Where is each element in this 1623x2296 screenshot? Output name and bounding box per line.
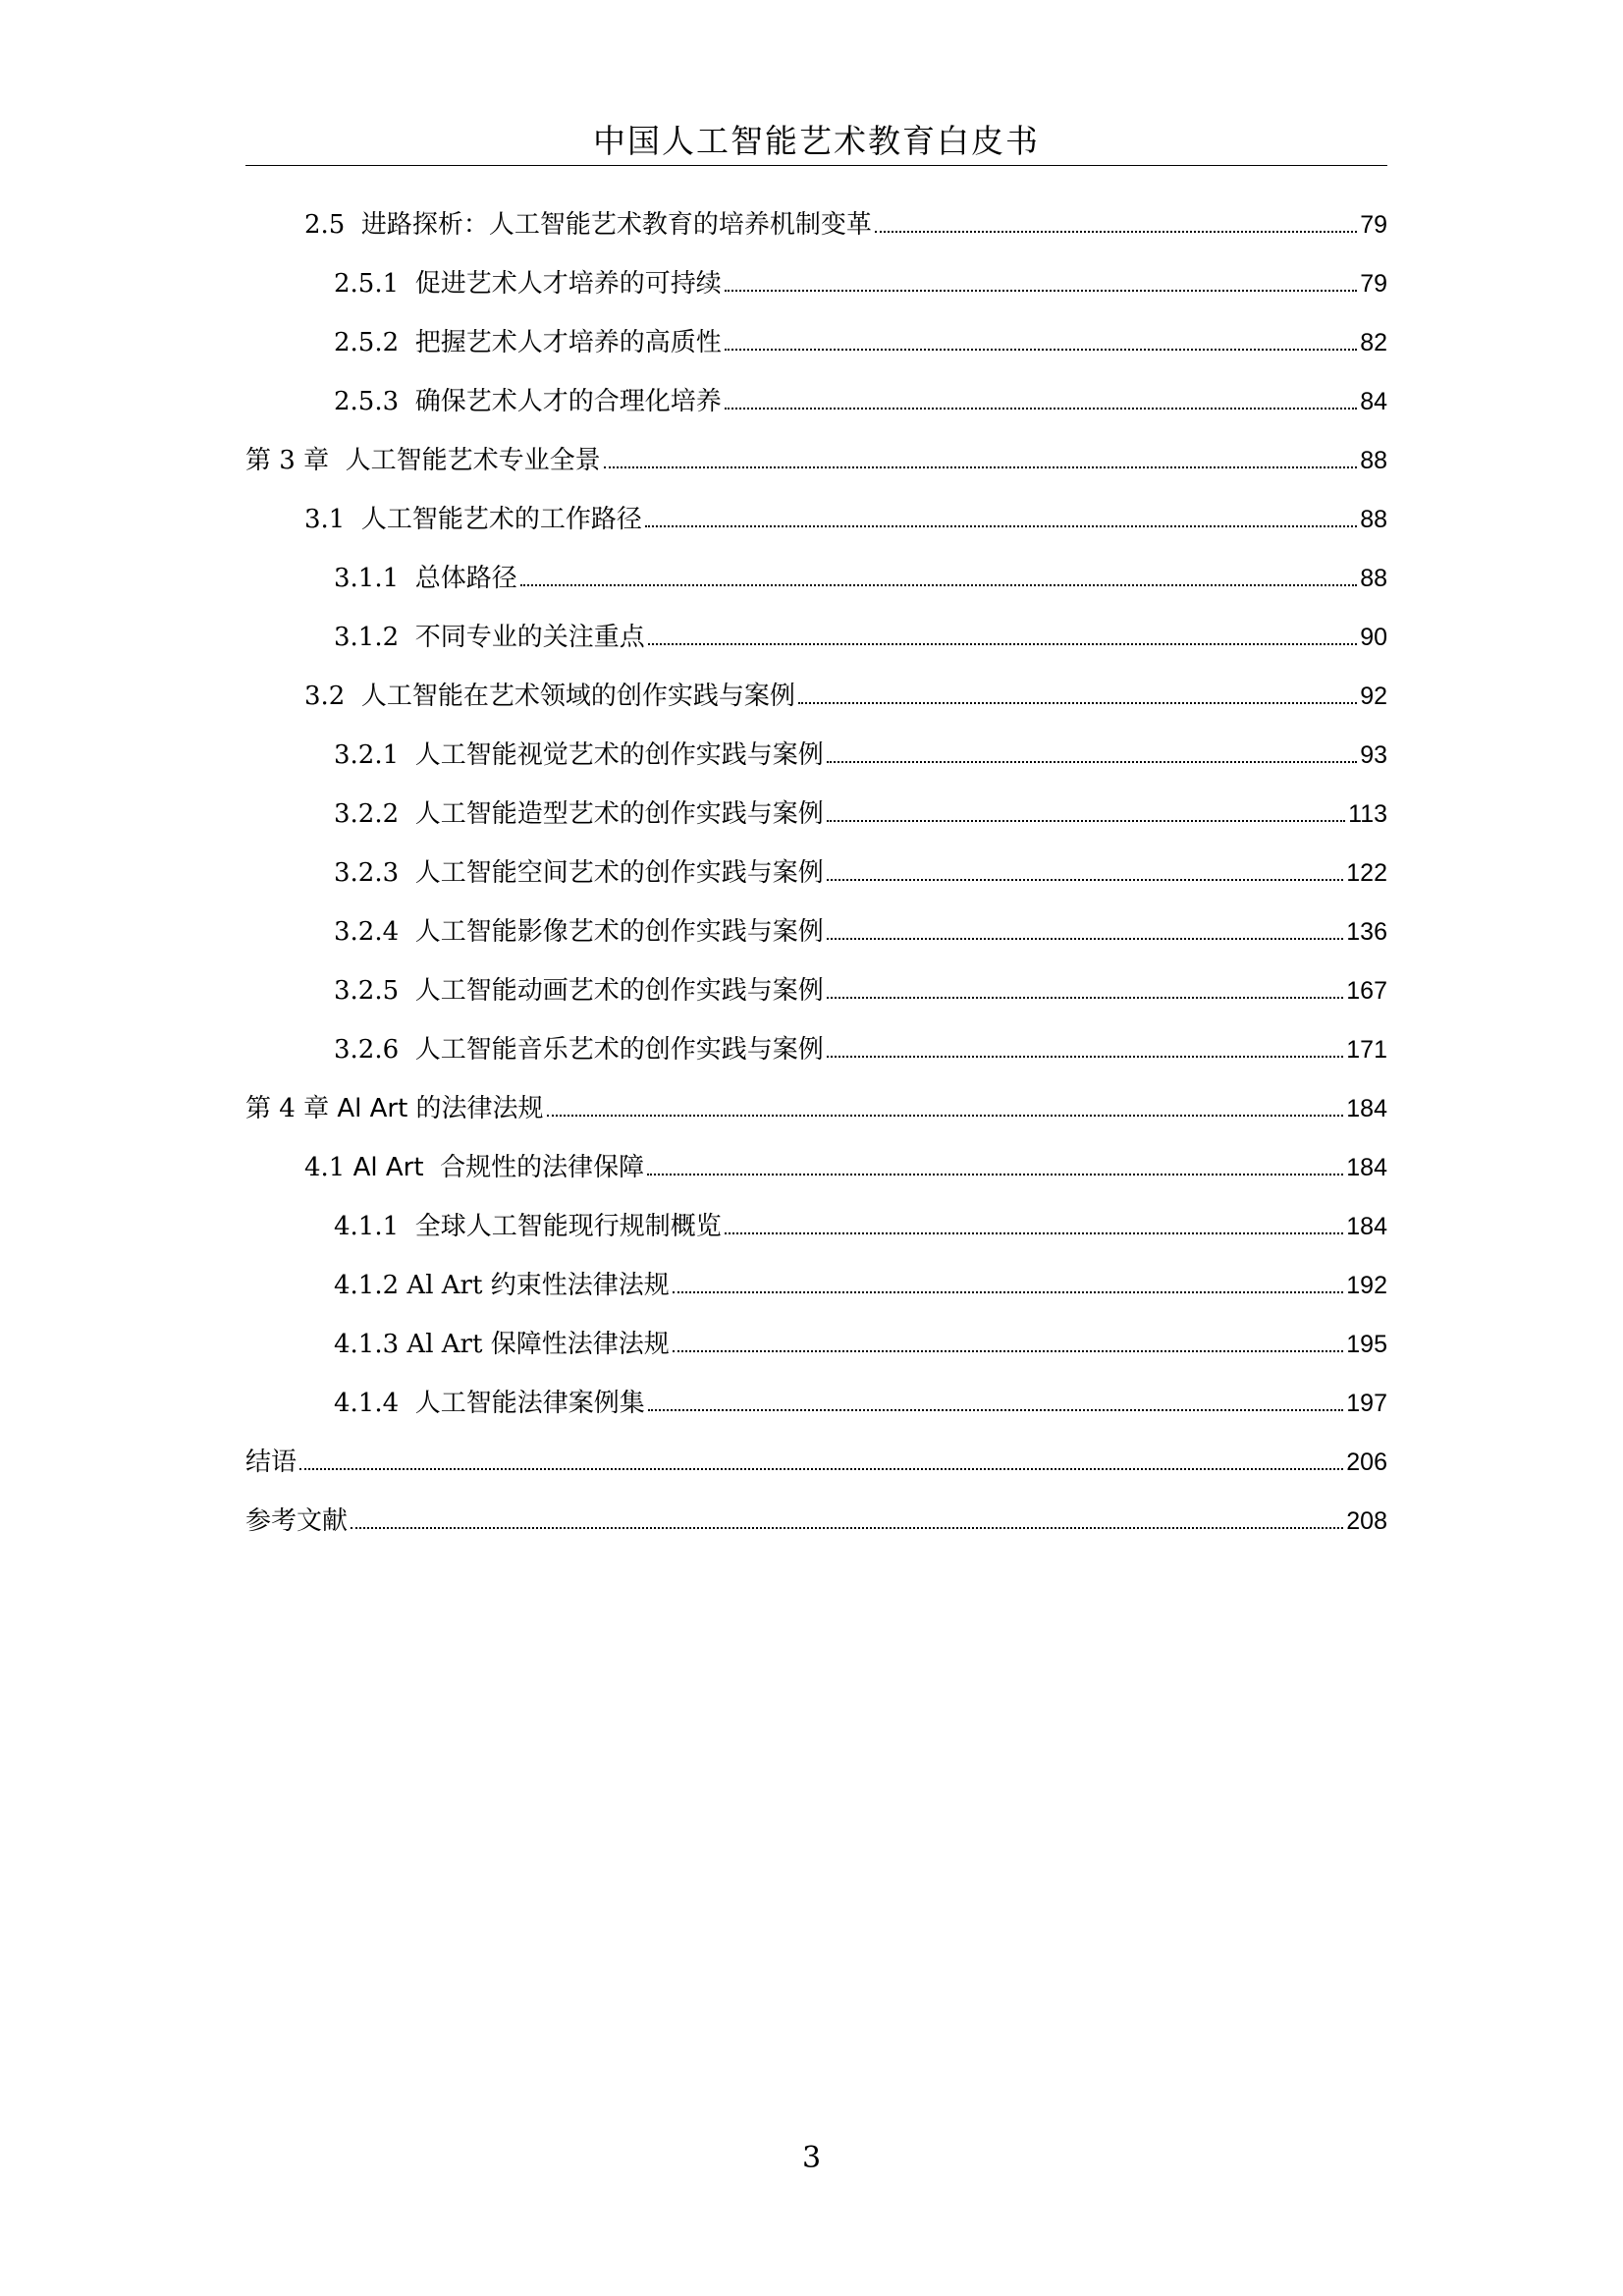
toc-dot-leader	[648, 643, 1357, 645]
toc-entry-number: 3.1.2	[334, 623, 415, 652]
toc-entry[interactable]	[245, 674, 1387, 713]
toc-entry-title: 全球人工智能现行规制概览	[414, 1212, 722, 1241]
toc-entry[interactable]	[245, 1263, 1387, 1302]
toc-entry-page: 208	[1346, 1507, 1387, 1535]
toc-entry-page: 122	[1346, 859, 1387, 887]
toc-entry-page: 84	[1360, 388, 1387, 415]
toc-entry[interactable]	[245, 1440, 1387, 1479]
toc-entry[interactable]	[245, 1086, 1387, 1125]
toc-dot-leader	[827, 1056, 1344, 1058]
toc-dot-leader	[547, 1115, 1344, 1117]
toc-dot-leader	[827, 938, 1344, 940]
header-rule	[245, 165, 1387, 166]
toc-entry-number: 第 4 章	[245, 1094, 338, 1123]
toc-entry[interactable]	[245, 261, 1387, 301]
toc-entry[interactable]	[245, 615, 1387, 654]
toc-entry-title: Al Art 保障性法律法规	[406, 1330, 670, 1359]
toc-entry-title: 人工智能法律案例集	[414, 1389, 645, 1418]
toc-dot-leader	[647, 1174, 1343, 1175]
toc-dot-leader	[299, 1468, 1343, 1470]
toc-entry-title: 人工智能视觉艺术的创作实践与案例	[414, 740, 824, 770]
toc-entry[interactable]	[245, 733, 1387, 772]
toc-entry-number: 2.5	[304, 210, 361, 240]
toc-entry-page: 206	[1346, 1449, 1387, 1476]
toc-dot-leader	[875, 231, 1357, 233]
toc-entry-title: 促进艺术人才培养的可持续	[414, 269, 722, 299]
toc-entry-page: 197	[1346, 1390, 1387, 1417]
toc-entry-title: 人工智能影像艺术的创作实践与案例	[414, 917, 824, 947]
toc-entry-number: 第 3 章	[245, 446, 346, 475]
toc-entry-number: 4.1.4	[334, 1389, 415, 1418]
toc-entry-number: 3.2.2	[334, 799, 415, 829]
toc-entry-title: 确保艺术人才的合理化培养	[414, 387, 722, 416]
toc-dot-leader	[827, 997, 1344, 999]
toc-dot-leader	[673, 1350, 1344, 1352]
toc-entry-title: 人工智能在艺术领域的创作实践与案例	[360, 682, 795, 711]
toc-entry-title: 人工智能音乐艺术的创作实践与案例	[414, 1035, 824, 1065]
toc-entry-title: 进路探析：人工智能艺术教育的培养机制变革	[360, 210, 872, 240]
toc-entry-page: 136	[1346, 918, 1387, 946]
toc-entry[interactable]	[245, 1381, 1387, 1420]
toc-dot-leader	[725, 1232, 1344, 1234]
toc-entry[interactable]	[245, 909, 1387, 949]
toc-entry-number: 3.2.5	[334, 976, 415, 1006]
page-number: 3	[801, 2141, 822, 2175]
toc-entry-number: 3.1.1	[334, 564, 415, 593]
toc-entry-title: Al Art 约束性法律法规	[406, 1271, 670, 1300]
toc-entry-number: 4.1.2	[334, 1271, 407, 1300]
toc-entry-page: 90	[1360, 624, 1387, 651]
toc-entry-number: 3.2.4	[334, 917, 415, 947]
toc-dot-leader	[604, 466, 1358, 468]
toc-dot-leader	[520, 584, 1357, 586]
toc-dot-leader	[648, 1409, 1344, 1411]
toc-entry[interactable]	[245, 438, 1387, 477]
toc-dot-leader	[673, 1291, 1344, 1293]
toc-dot-leader	[725, 290, 1357, 292]
toc-entry-number: 3.2.6	[334, 1035, 415, 1065]
toc-entry-page: 79	[1360, 270, 1387, 298]
toc-entry-page: 184	[1346, 1213, 1387, 1240]
toc-entry-title: 结语	[245, 1448, 298, 1477]
toc-entry-page: 88	[1360, 506, 1387, 533]
toc-dot-leader	[725, 408, 1357, 410]
toc-entry-page: 171	[1346, 1036, 1387, 1064]
toc-entry-page: 82	[1360, 329, 1387, 356]
toc-entry[interactable]	[245, 497, 1387, 536]
toc-entry[interactable]	[245, 1499, 1387, 1538]
toc-entry-title: 人工智能空间艺术的创作实践与案例	[414, 858, 824, 888]
toc-entry[interactable]	[245, 850, 1387, 890]
toc-entry-page: 192	[1346, 1272, 1387, 1299]
toc-dot-leader	[827, 761, 1357, 763]
toc-entry-title: 把握艺术人才培养的高质性	[414, 328, 722, 357]
toc-entry-page: 113	[1348, 800, 1387, 828]
toc-entry-page: 92	[1360, 683, 1387, 710]
toc-entry-page: 167	[1346, 977, 1387, 1005]
toc-entry-number: 4.1.3	[334, 1330, 407, 1359]
toc-entry[interactable]	[245, 202, 1387, 242]
toc-entry-number: 3.2.3	[334, 858, 415, 888]
toc-entry-title: 人工智能动画艺术的创作实践与案例	[414, 976, 824, 1006]
toc-dot-leader	[798, 702, 1357, 704]
toc-entry-page: 184	[1346, 1154, 1387, 1181]
toc-entry-number: 2.5.3	[334, 387, 415, 416]
toc-entry-title: 不同专业的关注重点	[414, 623, 645, 652]
toc-entry[interactable]	[245, 1204, 1387, 1243]
toc-entry-number: 3.2.1	[334, 740, 415, 770]
toc-entry-page: 195	[1346, 1331, 1387, 1358]
toc-dot-leader	[725, 349, 1357, 351]
toc-entry-number: 2.5.2	[334, 328, 415, 357]
toc-entry[interactable]	[245, 556, 1387, 595]
toc-entry-page: 79	[1360, 211, 1387, 239]
toc-dot-leader	[827, 879, 1344, 881]
toc-entry-page: 184	[1346, 1095, 1387, 1122]
page-header-title: 中国人工智能艺术教育白皮书	[593, 122, 1040, 160]
toc-entry-title: 人工智能造型艺术的创作实践与案例	[414, 799, 824, 829]
toc-entry[interactable]	[245, 968, 1387, 1008]
toc-dot-leader	[645, 525, 1357, 527]
toc-entry-page: 93	[1360, 741, 1387, 769]
toc-entry[interactable]	[245, 379, 1387, 418]
toc-entry-title: Al Art 的法律法规	[337, 1094, 544, 1123]
toc-entry-number: 4.1	[304, 1153, 353, 1182]
toc-entry[interactable]	[245, 792, 1387, 831]
toc-entry-title: 人工智能艺术专业全景	[345, 446, 601, 475]
toc-entry-number: 3.2	[304, 682, 361, 711]
toc-entry[interactable]	[245, 1027, 1387, 1066]
toc-entry-title: 参考文献	[245, 1506, 349, 1536]
toc-entry[interactable]	[245, 1145, 1387, 1184]
toc-entry-title: 总体路径	[414, 564, 517, 593]
toc-entry-number: 2.5.1	[334, 269, 415, 299]
toc-entry-page: 88	[1360, 447, 1387, 474]
toc-entry[interactable]	[245, 1322, 1387, 1361]
toc-dot-leader	[351, 1527, 1343, 1529]
toc-entry-page: 88	[1360, 565, 1387, 592]
toc-entry-title: 人工智能艺术的工作路径	[360, 505, 642, 534]
toc-entry[interactable]	[245, 320, 1387, 359]
toc-dot-leader	[827, 820, 1345, 822]
toc-entry-number: 4.1.1	[334, 1212, 415, 1241]
toc-entry-number: 3.1	[304, 505, 361, 534]
toc-entry-title: Al Art 合规性的法律保障	[352, 1153, 645, 1182]
